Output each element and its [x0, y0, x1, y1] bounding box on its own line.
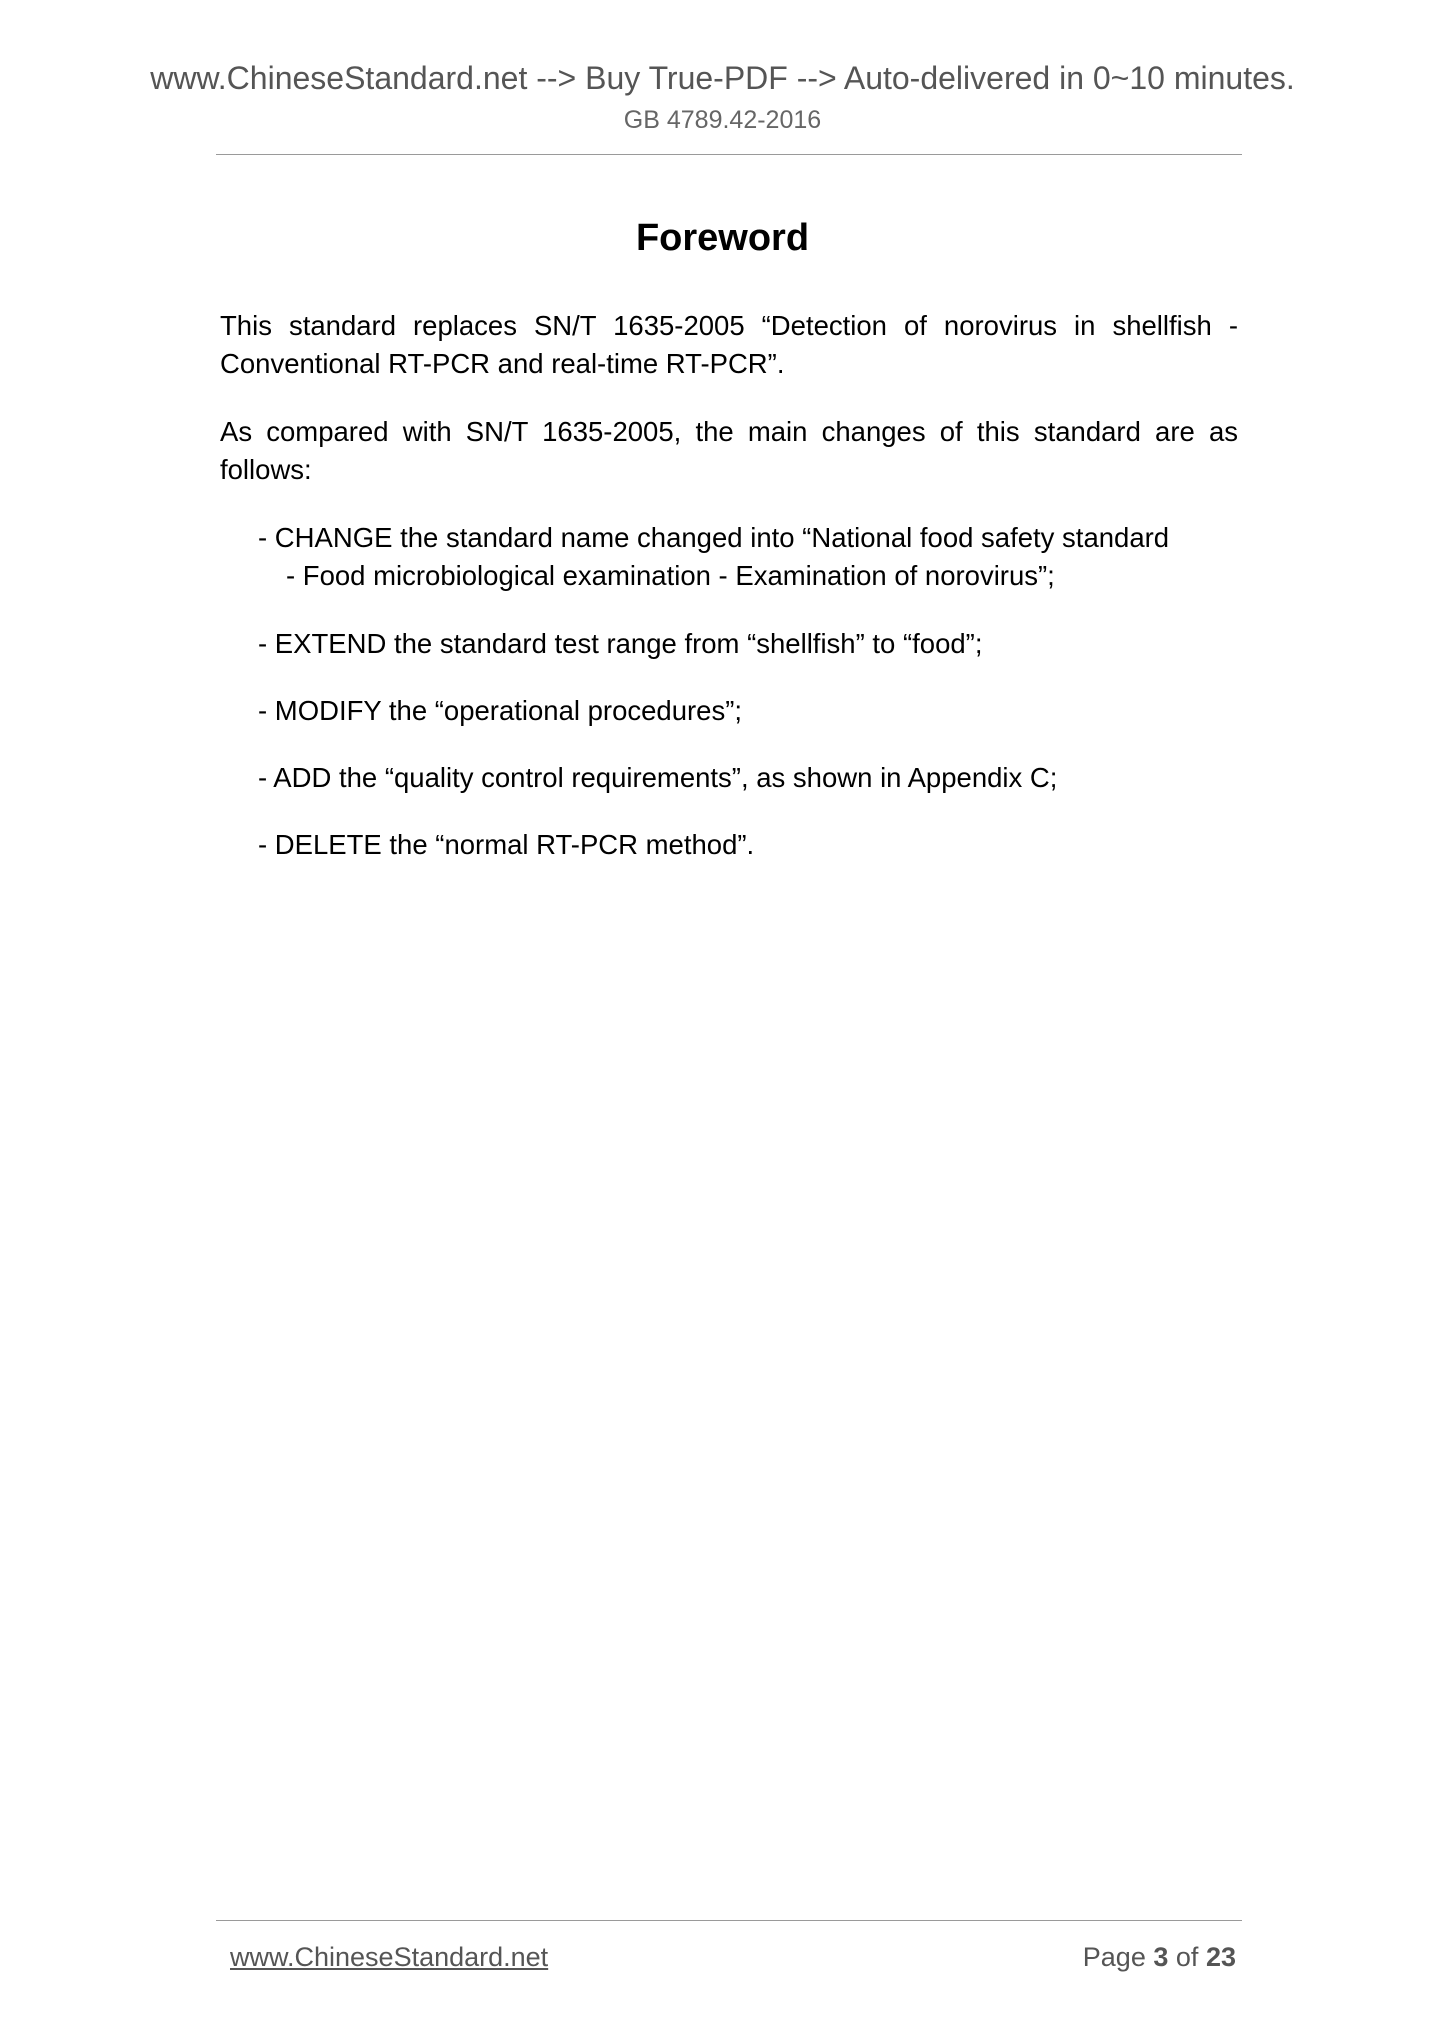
page-number — [1083, 1939, 1236, 1975]
list-item-continuation: - Food microbiological examination - Examination of norovirus”; — [286, 560, 1055, 591]
site-banner: www.ChineseStandard.net --> Buy True-PDF --> Auto-delivered in 0~10 minutes. — [150, 60, 1295, 96]
list-item-extend-range — [258, 625, 1258, 663]
list-item-text: - EXTEND the standard test range from “shellfish” to “food”; — [258, 628, 983, 659]
list-item-add-quality-control — [258, 759, 1258, 797]
paragraph-changes-intro: As compared with SN/T 1635-2005, the main changes of this standard are as follows: — [220, 416, 1238, 485]
page-total: 23 — [1205, 1942, 1236, 1972]
header-divider — [216, 154, 1242, 155]
footer-site-link[interactable]: www.ChineseStandard.net — [230, 1942, 549, 1972]
page-of: of — [1175, 1942, 1199, 1972]
list-item-text: - ADD the “quality control requirements”, as shown in Appendix C; — [258, 762, 1058, 793]
list-item-text: - DELETE the “normal RT-PCR method”. — [258, 829, 755, 860]
list-item-text: - MODIFY the “operational procedures”; — [258, 695, 743, 726]
list-item-modify-procedures — [258, 692, 1258, 730]
list-item-text: - CHANGE the standard name changed into “National food safety standard — [258, 522, 1170, 553]
list-item-change-name — [258, 519, 1258, 595]
footer-divider — [216, 1920, 1242, 1921]
page-current: 3 — [1153, 1942, 1169, 1972]
page-prefix: Page — [1082, 1942, 1146, 1972]
document-code: GB 4789.42-2016 — [623, 106, 822, 134]
list-item-delete-method — [258, 826, 1258, 864]
page-title: Foreword — [635, 217, 810, 259]
paragraph-replaces: This standard replaces SN/T 1635-2005 “Detection of norovirus in shellfish - Conventional RT-PCR and real-time RT-PCR”. — [220, 310, 1238, 379]
